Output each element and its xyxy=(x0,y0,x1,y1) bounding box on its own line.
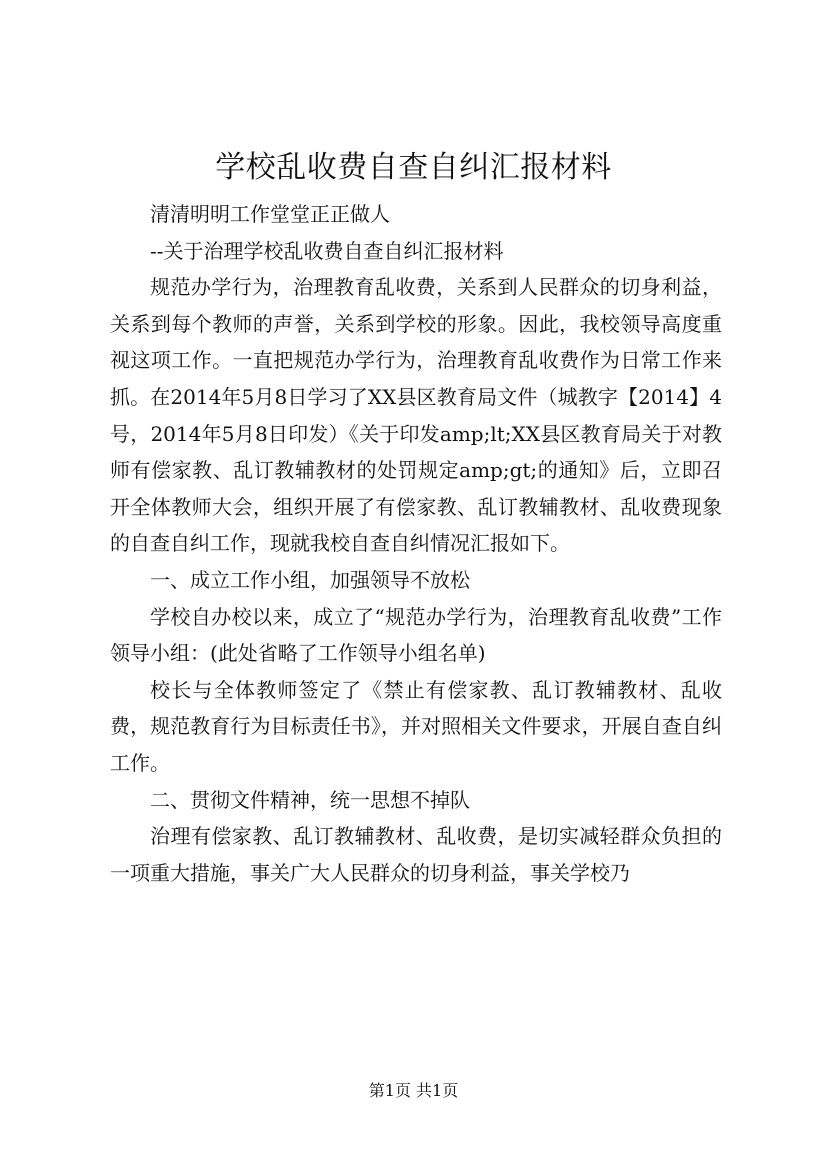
document-title: 学校乱收费自查自纠汇报材料 xyxy=(215,150,612,185)
section-heading-2: 二、贯彻文件精神，统一思想不掉队 xyxy=(150,787,470,812)
body-paragraph: 校长与全体教师签定了《禁止有偿家教、乱订教辅教材、乱收费，规范教育行为目标责任书》，并对照相关文件要求，开展自查自纠工作。 xyxy=(110,677,722,775)
body-paragraph: 学校自办校以来，成立了“规范办学行为，治理教育乱收费”工作领导小组：(此处省略了工作领导小组名单) xyxy=(110,604,722,666)
body-paragraph: 治理有偿家教、乱订教辅教材、乱收费，是切实减轻群众负担的一项重大措施，事关广大人民群众的切身利益，事关学校乃 xyxy=(110,824,722,885)
document-body xyxy=(110,196,722,891)
body-paragraph: 规范办学行为，治理教育乱收费，关系到人民群众的切身利益，关系到每个教师的声誉，关系到学校的形象。因此，我校领导高度重视这项工作。一直把规范办学行为，治理教育乱收费作为日常工作来抓。在2014年5月8日学习了XX县区教育局文件（城教字【2014】4号，2014年5月8日印发）《关于印发amp;lt;XX县区教育局关于对教师有偿家教、乱订教辅教材的处罚规定amp;gt;的通知》后，立即召开全体教师大会，组织开展了有偿家教、乱订教辅教材、乱收费现象的自查自纠工作，现就我校自查自纠情况汇报如下。 xyxy=(110,275,722,556)
subtitle-line-1: 清清明明工作堂堂正正做人 xyxy=(150,202,390,226)
subtitle-line-2: --关于治理学校乱收费自查自纠汇报材料 xyxy=(150,238,504,263)
section-heading-1: 一、成立工作小组，加强领导不放松 xyxy=(150,567,470,592)
page-footer: 第1页 共1页 xyxy=(368,1081,459,1100)
